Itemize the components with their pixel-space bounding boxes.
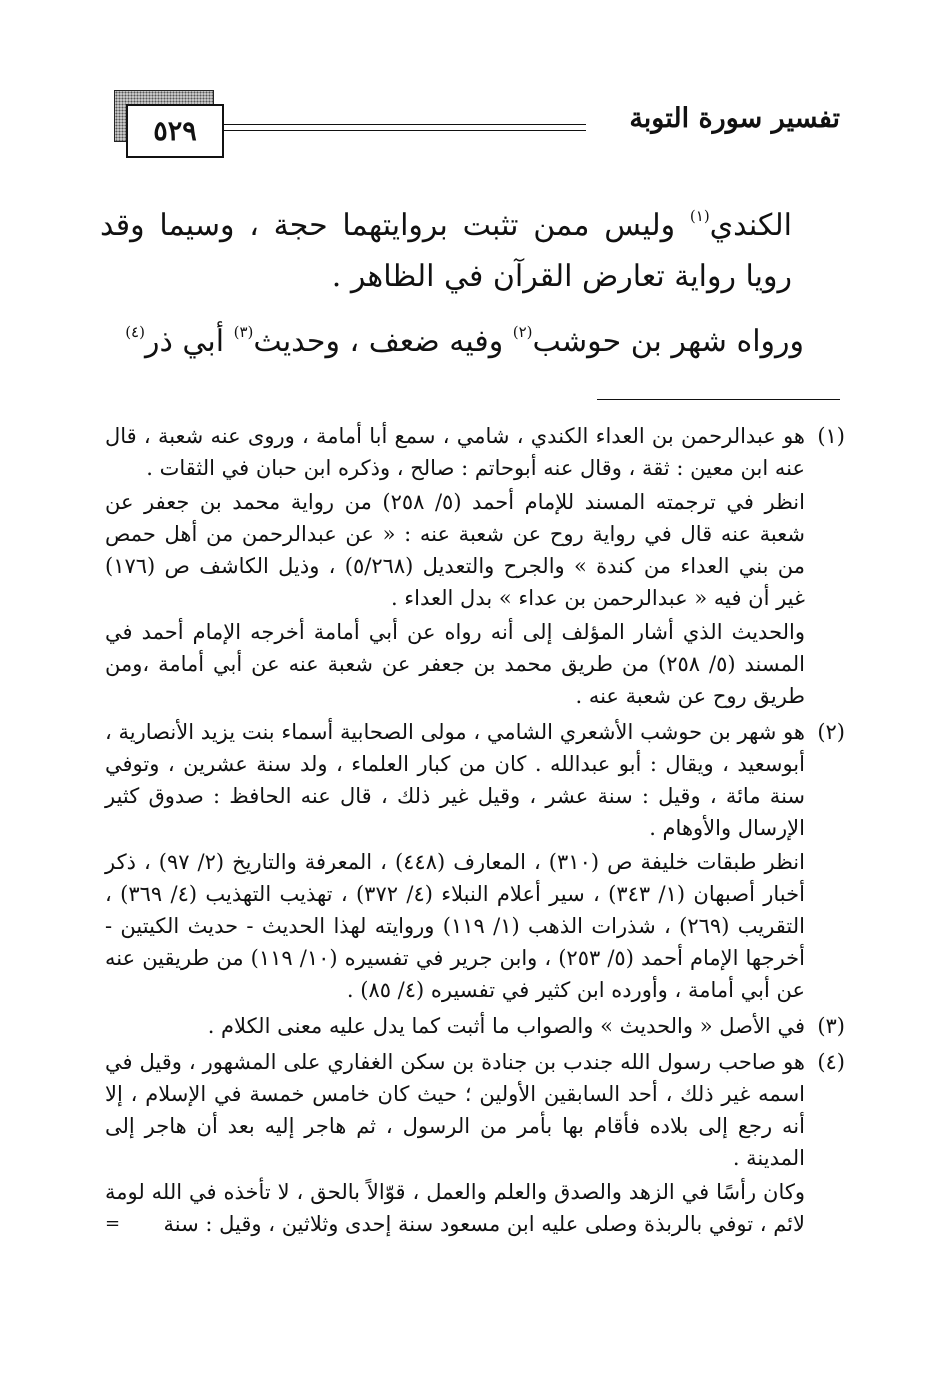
main-text-run: وليس ممن تثبت بروايتهما حجة ، وسيما وقد رويا رواية تعارض القرآن في الظاهر .	[100, 208, 792, 294]
main-text-run: الكندي	[709, 208, 792, 243]
main-paragraph	[100, 200, 840, 302]
footnotes	[105, 420, 845, 1244]
footnote-paragraph: هو شهر بن حوشب الأشعري الشامي ، مولى الصحابية أسماء بنت يزيد الأنصارية ، أبوسعيد ، ويقال : أبو عبدالله . كان من كبار العلماء ، ولد سنة عشرين ، وتوفي سنة مائة ، وقيل : سنة عشر ، وقيل غير ذلك ، قال عنه الحافظ : صدوق كثير الإرسال والأوهام .	[105, 720, 805, 840]
footnote-paragraph: انظر طبقات خليفة ص (٣١٠) ، المعارف (٤٤٨) ، المعرفة والتاريخ (٢/ ٩٧) ، ذكر أخبار أصبهان (١/ ٣٤٣) ، سير أعلام النبلاء (٤/ ٣٧٢) ، تهذيب التهذيب (٤/ ٣٦٩) ، التقريب (٢٦٩) ، شذرات الذهب (١/ ١١٩) وروايته لهذا الحديث - حديث الكيتين - أخرجها الإمام أحمد (٥/ ٢٥٣) ، وابن جرير في تفسيره (١٠/ ١١٩) من طريقين عنه عن أبي أمامة ، وأورده ابن كثير في تفسيره (٤/ ٨٥) .	[105, 850, 805, 1002]
footnote-3	[105, 1010, 845, 1042]
page-number-box	[126, 104, 224, 158]
footnote-number: (٣)	[817, 1014, 845, 1038]
footnote-1	[105, 420, 845, 712]
main-paragraph	[100, 316, 840, 367]
footnote-paragraph: في الأصل « والحديث » والصواب ما أثبت كما يدل عليه معنى الكلام .	[207, 1014, 805, 1038]
main-text-run: وفيه ضعف ، وحديث	[253, 324, 513, 359]
footnote-4	[105, 1046, 845, 1240]
footnote-separator	[597, 399, 840, 400]
footnote-paragraph: هو عبدالرحمن بن العداء الكندي ، شامي ، سمع أبا أمامة ، وروى عنه شعبة ، قال عنه ابن معين : ثقة ، وقال عنه أبوحاتم : صالح ، وذكره ابن حبان في الثقات .	[105, 424, 805, 480]
footnote-number: (٢)	[817, 720, 845, 744]
main-text	[100, 200, 840, 367]
footnote-number: (٤)	[817, 1050, 845, 1074]
footnote-2	[105, 716, 845, 1006]
main-text-run: أبي ذر	[144, 324, 234, 359]
running-title: تفسير سورة التوبة	[629, 103, 840, 134]
footnote-number: (١)	[817, 424, 845, 448]
continuation-mark: =	[105, 1213, 121, 1234]
footnote-ref: (٤)	[125, 323, 145, 341]
footnote-paragraph	[105, 1176, 805, 1240]
main-text-run: ورواه شهر بن حوشب	[532, 324, 804, 359]
footnote-ref: (٢)	[512, 323, 533, 341]
footnote-text-run: وكان رأسًا في الزهد والصدق والعلم والعمل ، قوّالاً بالحق ، لا تأخذه في الله لومة لائم ، توفي بالربذة وصلى عليه ابن مسعود سنة إحدى وثلاثين ، وقيل : سنة	[105, 1180, 805, 1236]
footnote-ref: (٣)	[233, 323, 254, 341]
footnote-paragraph: انظر في ترجمته المسند للإمام أحمد (٥/ ٢٥٨) من رواية محمد بن جعفر عن شعبة عنه قال في رواية روح عن شعبة عنه : « عن عبدالرحمن من أهل حمص من بني العداء من كندة » والجرح والتعديل (٥/٢٦٨) ، وذيل الكاشف ص (١٧٦) غير أن فيه « عبدالرحمن بن عداء » بدل العداء .	[105, 490, 805, 610]
header-rule	[222, 124, 586, 131]
footnote-paragraph: هو صاحب رسول الله جندب بن جنادة بن سكن الغفاري على المشهور ، وقيل في اسمه غير ذلك ، أحد السابقين الأولين ؛ حيث كان خامس خمسة في الإسلام ، إلا أنه رجع إلى بلاده فأقام بها بأمر من الرسول ، ثم هاجر إليه بعد أن هاجر إلى المدينة .	[105, 1050, 805, 1170]
footnote-ref: (١)	[689, 207, 710, 225]
page-number: ٥٢٩	[153, 115, 197, 147]
footnote-paragraph: والحديث الذي أشار المؤلف إلى أنه رواه عن أبي أمامة أخرجه الإمام أحمد في المسند (٥/ ٢٥٨) من طريق محمد بن جعفر عن شعبة عنه عن أبي أمامة ،ومن طريق روح عن شعبة عنه .	[105, 620, 805, 708]
